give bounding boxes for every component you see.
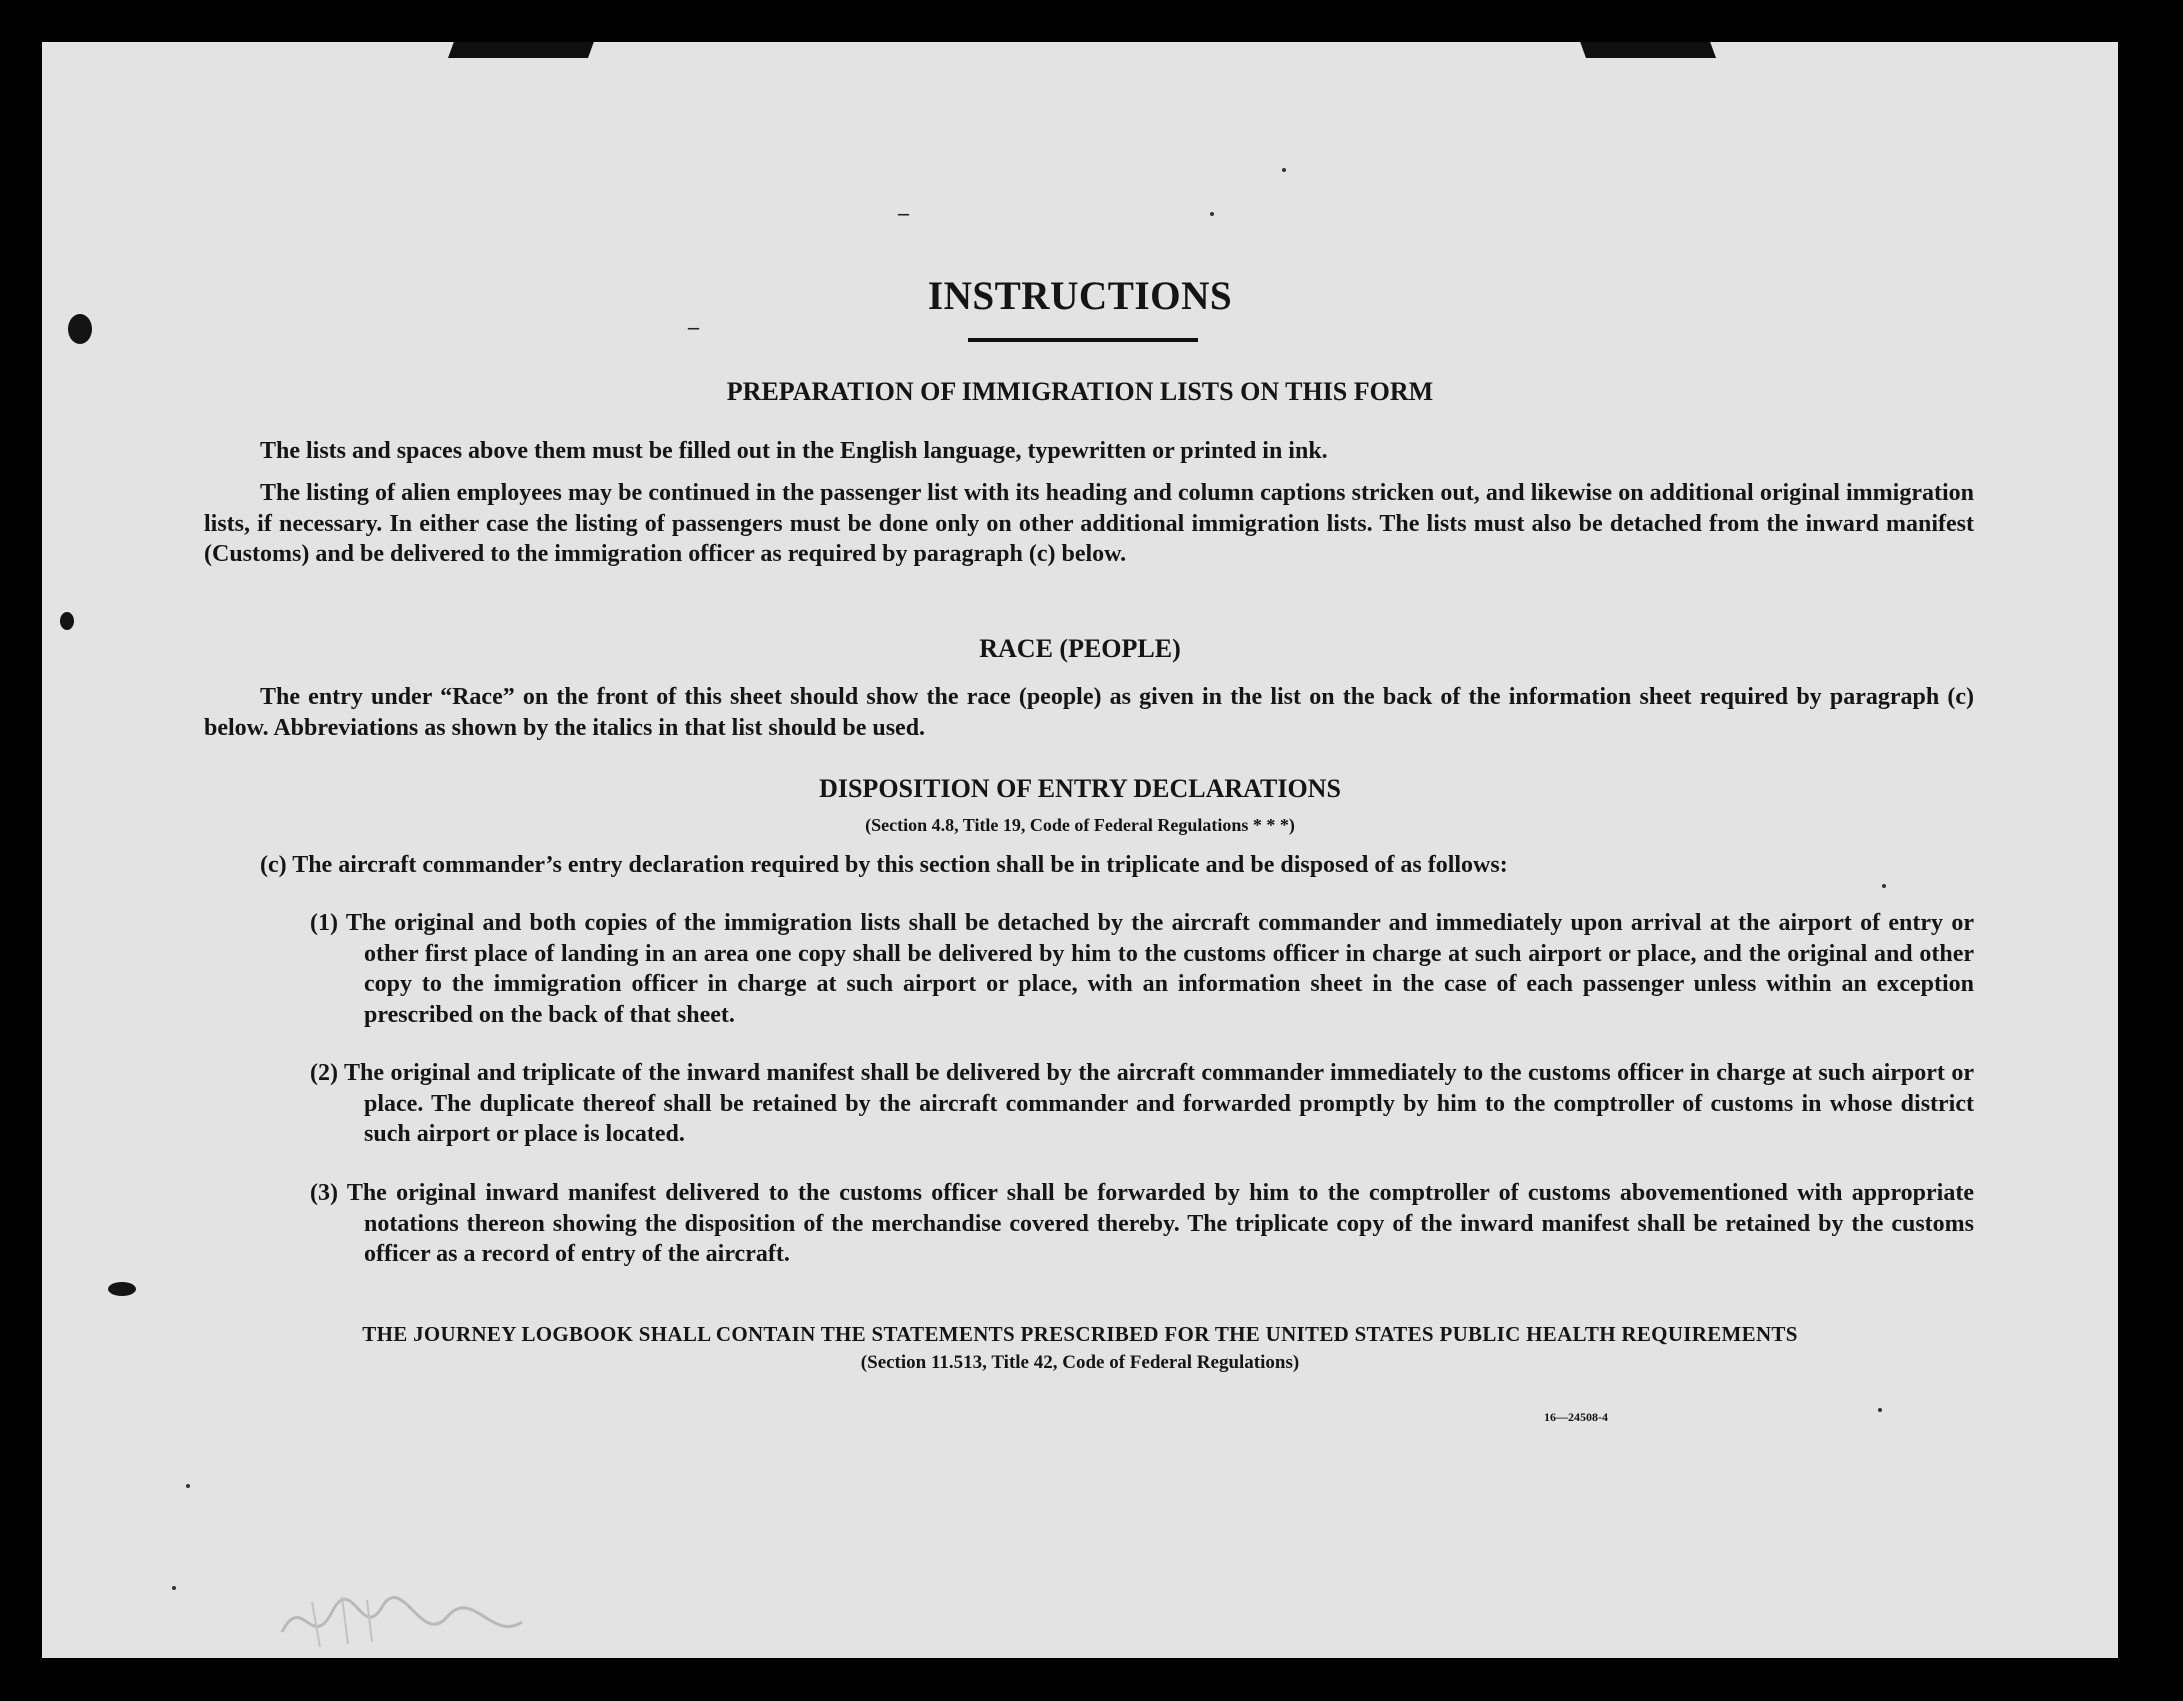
form-number: 16—24508-4 [1544, 1410, 1608, 1424]
footer-citation: (Section 11.513, Title 42, Code of Federal Regulations) [860, 1352, 1300, 1373]
clause-c: (c) The aircraft commander’s entry declaration required by this section shall be in triplicate and be disposed of as follows: [260, 852, 1508, 878]
section-heading-preparation: PREPARATION OF IMMIGRATION LISTS ON THIS FORM [726, 377, 1434, 406]
punch-hole-middle [60, 612, 74, 630]
binder-tab-left [448, 42, 596, 58]
paper-speck [186, 1484, 190, 1488]
footer-statement: THE JOURNEY LOGBOOK SHALL CONTAIN THE STATEMENTS PRESCRIBED FOR THE UNITED STATES PUBLIC HEALTH REQUIREMENTS [362, 1322, 1798, 1346]
paper-speck [1210, 212, 1214, 216]
title-underline [968, 338, 1198, 342]
disposition-item-2: (2) The original and triplicate of the inward manifest shall be delivered by the aircraft commander immediately to the customs officer in charge at such airport or place. The duplicate thereof shall be retained by the aircraft commander and forwarded promptly by him to the comptroller of customs in whose district such airport or place is located. [310, 1060, 1974, 1147]
disposition-citation: (Section 4.8, Title 19, Code of Federal Regulations * * *) [865, 815, 1295, 835]
faint-signature [272, 1572, 532, 1658]
race-paragraph: The entry under “Race” on the front of this sheet should show the race (people) as given in the list on the back of the information sheet required by paragraph (c) below. Abbreviations as shown by the italics in that list should be used. [204, 684, 1974, 741]
scan-mark: – [898, 200, 909, 225]
binder-tab-right [1578, 42, 1716, 58]
section-heading-disposition: DISPOSITION OF ENTRY DECLARATIONS [819, 774, 1341, 803]
disposition-item-3: (3) The original inward manifest delivered to the customs officer shall be forwarded by him to the comptroller of customs abovementioned with appropriate notations thereon showing the disposition of the merchandise covered thereby. The triplicate copy of the inward manifest shall be retained by the customs officer as a record of entry of the aircraft. [310, 1180, 1974, 1267]
paper-speck [1878, 1408, 1882, 1412]
paper-speck [1282, 168, 1286, 172]
document-page [42, 42, 2118, 1658]
scan-mark: – [688, 314, 699, 339]
paper-speck [1882, 884, 1886, 888]
disposition-item-1: (1) The original and both copies of the immigration lists shall be detached by the aircraft commander and immediately upon arrival at the airport of entry or other first place of landing in an area one copy shall be delivered by him to the customs officer in charge at such airport or place, and the original and other copy to the immigration officer in charge at such airport or place, with an information sheet in the case of each passenger unless within an exception prescribed on the back of that sheet. [310, 910, 1974, 1028]
preparation-paragraph-1: The lists and spaces above them must be filled out in the English language, typewritten or printed in ink. [260, 438, 1328, 464]
paper-speck [172, 1586, 176, 1590]
punch-hole-bottom [108, 1282, 136, 1296]
page-title: INSTRUCTIONS [927, 273, 1233, 318]
section-heading-race: RACE (PEOPLE) [979, 634, 1181, 663]
preparation-paragraph-2: The listing of alien employees may be continued in the passenger list with its heading and column captions stricken out, and likewise on additional original immigration lists, if necessary. In either case the listing of passengers must be done only on other additional immigration lists. The lists must also be detached from the inward manifest (Customs) and be delivered to the immigration officer as required by paragraph (c) below. [204, 480, 1974, 567]
